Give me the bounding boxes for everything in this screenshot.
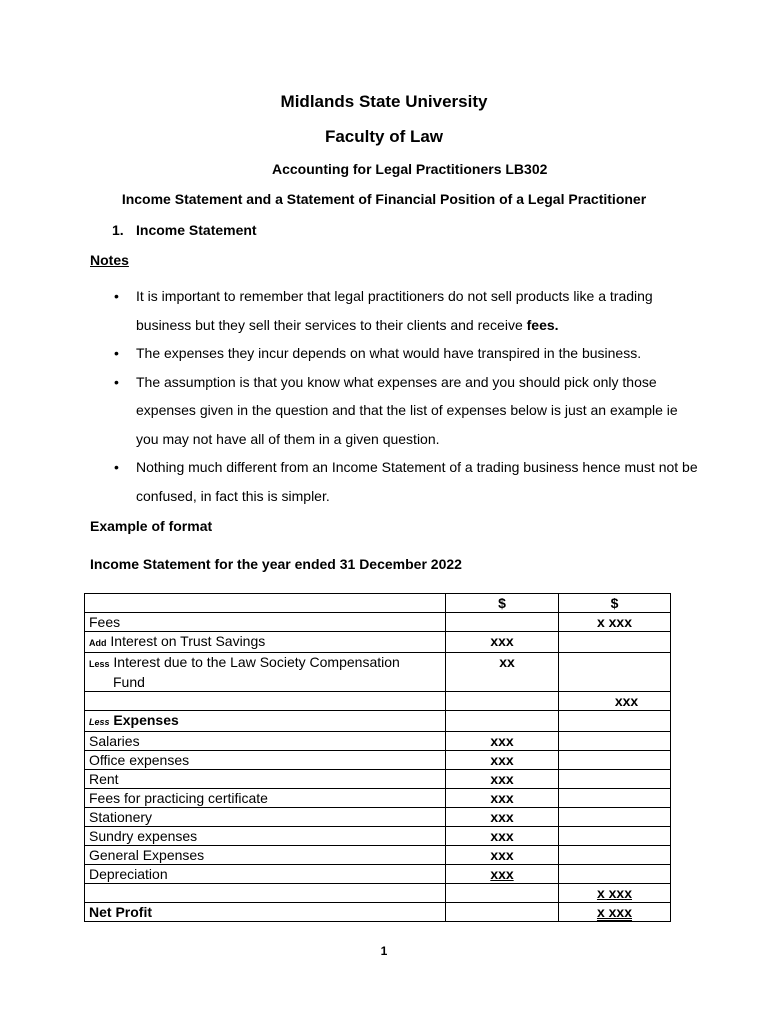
income-statement-table [84,593,671,922]
table-row: Depreciation xxx [85,865,671,884]
list-item: • Nothing much different from an Income Statement of a trading business hence must not be confused, in fact this is simpler. [112,453,702,510]
table-row: Stationery xxx [85,808,671,827]
table-row: Sundry expenses xxx [85,827,671,846]
table-row: Net Profit x xxx [85,903,671,922]
table-row: Less Interest due to the Law Society Compensation Fund xx [85,653,671,692]
table-row: Fees x xxx [85,613,671,632]
table-row: Add Interest on Trust Savings xxx [85,632,671,653]
section-number: 1. [112,222,124,238]
notes-list [112,282,702,510]
list-item: • The assumption is that you know what expenses are and you should pick only those expenses given in the question and that the list of expenses below is just an example ie you may not have all of them in a given question. [112,368,702,454]
example-heading: Example of format [90,518,213,534]
table-row: xxx [85,692,671,711]
column-header: $ [446,594,559,613]
page-number: 1 [380,944,388,958]
table-row: Office expenses xxx [85,751,671,770]
table-row: Less Expenses [85,711,671,732]
column-header: $ [559,594,671,613]
list-item: • The expenses they incur depends on what would have transpired in the business. [112,339,702,368]
section-title: Income Statement [136,222,257,238]
statement-title: Income Statement for the year ended 31 December 2022 [90,556,462,572]
table-row: Rent xxx [85,770,671,789]
university-title: Midlands State University [280,92,488,111]
table-row: Salaries xxx [85,732,671,751]
table-row: x xxx [85,884,671,903]
topic-title: Income Statement and a Statement of Financial Position of a Legal Practitioner [121,191,647,207]
faculty-title: Faculty of Law [324,127,444,146]
table-row: Fees for practicing certificate xxx [85,789,671,808]
table-row: General Expenses xxx [85,846,671,865]
list-item: • It is important to remember that legal practitioners do not sell products like a trading business but they sell their services to their clients and receive fees. [112,282,702,339]
course-title: Accounting for Legal Practitioners LB302 [272,161,548,177]
notes-heading: Notes [90,252,129,268]
table-row [85,594,671,613]
